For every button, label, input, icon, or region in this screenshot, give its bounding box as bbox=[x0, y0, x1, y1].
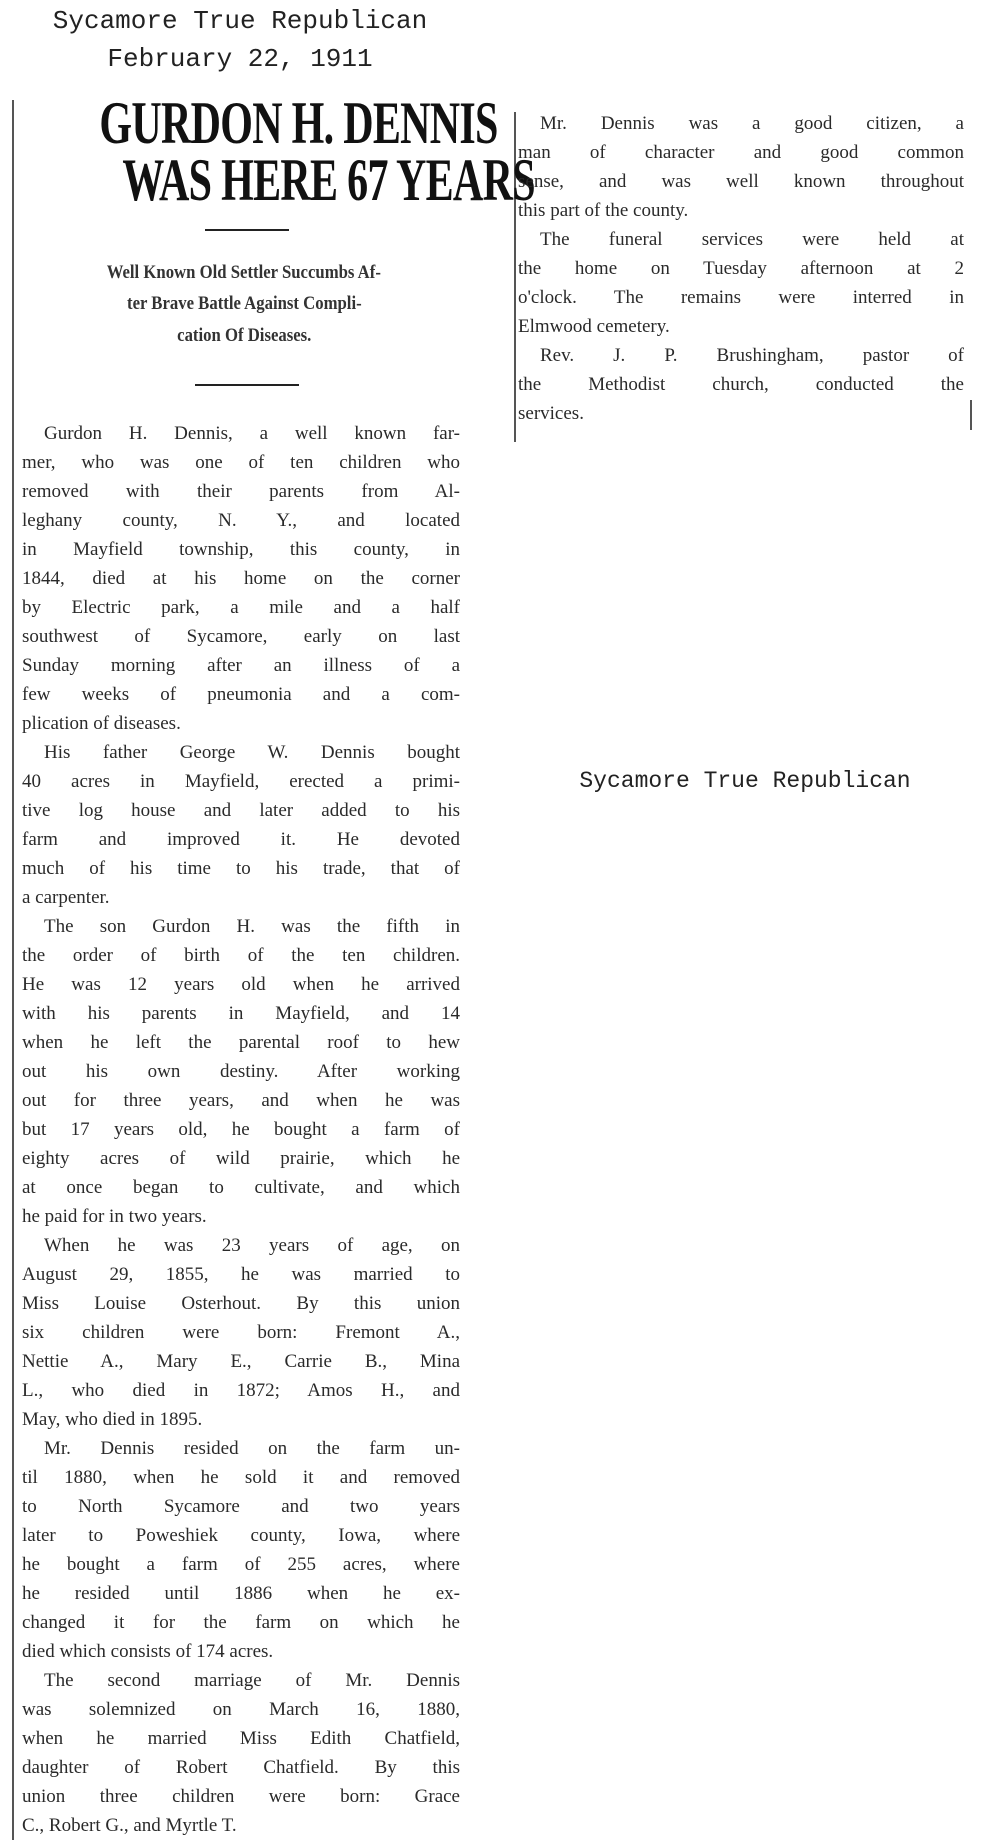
text-line: The son Gurdon H. was the fifth in bbox=[44, 916, 460, 937]
text-line: this part of the county. bbox=[518, 200, 689, 221]
text-line: sense, and was well known throughout bbox=[518, 171, 964, 192]
text-line: 40 acres in Mayfield, erected a primi- bbox=[22, 771, 460, 792]
text-line: Elmwood cemetery. bbox=[518, 316, 670, 337]
text-line: he resided until 1886 when he ex- bbox=[22, 1583, 460, 1604]
text-line: plication of diseases. bbox=[22, 713, 181, 734]
headline-text-1: GURDON H. DENNIS bbox=[99, 90, 498, 156]
text-line: died which consists of 174 acres. bbox=[22, 1641, 274, 1662]
text-line: a carpenter. bbox=[22, 887, 110, 908]
text-line: Rev. J. P. Brushingham, pastor of bbox=[540, 345, 964, 366]
text-line: Nettie A., Mary E., Carrie B., Mina bbox=[22, 1351, 460, 1372]
text-line: with his parents in Mayfield, and 14 bbox=[22, 1003, 460, 1024]
text-line: mer, who was one of ten children who bbox=[22, 452, 460, 473]
text-line: leghany county, N. Y., and located bbox=[22, 510, 460, 531]
subhead-line bbox=[14, 263, 474, 283]
text-line: o'clock. The remains were interred in bbox=[518, 287, 964, 308]
text-line: later to Poweshiek county, Iowa, where bbox=[22, 1525, 460, 1546]
text-line: daughter of Robert Chatfield. By this bbox=[22, 1757, 460, 1778]
subhead-text: Well Known Old Settler Succumbs Af- bbox=[106, 262, 382, 283]
text-line: August 29, 1855, he was married to bbox=[22, 1264, 460, 1285]
source-label: Sycamore True Republican bbox=[579, 768, 911, 794]
text-line: at once began to cultivate, and which bbox=[22, 1177, 460, 1198]
text-line: when he married Miss Edith Chatfield, bbox=[22, 1728, 460, 1749]
text-line: L., who died in 1872; Amos H., and bbox=[22, 1380, 460, 1401]
text-line: the Methodist church, conducted the bbox=[518, 374, 964, 395]
subhead-line bbox=[14, 294, 474, 314]
text-line: May, who died in 1895. bbox=[22, 1409, 203, 1430]
text-line: six children were born: Fremont A., bbox=[22, 1322, 460, 1343]
subhead-line bbox=[14, 326, 474, 346]
text-line: Mr. Dennis was a good citizen, a bbox=[540, 113, 964, 134]
text-line: was solemnized on March 16, 1880, bbox=[22, 1699, 460, 1720]
left-column-body bbox=[22, 419, 460, 1840]
text-line: the order of birth of the ten children. bbox=[22, 945, 460, 966]
text-line: The funeral services were held at bbox=[540, 229, 964, 250]
text-line: he bought a farm of 255 acres, where bbox=[22, 1554, 460, 1575]
text-line: changed it for the farm on which he bbox=[22, 1612, 460, 1633]
text-line: Gurdon H. Dennis, a well known far- bbox=[44, 423, 460, 444]
text-line: Miss Louise Osterhout. By this union bbox=[22, 1293, 460, 1314]
text-line: but 17 years old, he bought a farm of bbox=[22, 1119, 460, 1140]
text-line: to North Sycamore and two years bbox=[22, 1496, 460, 1517]
text-line: out for three years, and when he was bbox=[22, 1090, 460, 1111]
text-line: few weeks of pneumonia and a com- bbox=[22, 684, 460, 705]
text-line: 1844, died at his home on the corner bbox=[22, 568, 460, 589]
text-line: out his own destiny. After working bbox=[22, 1061, 460, 1082]
subhead-text: cation Of Diseases. bbox=[176, 325, 312, 346]
headline-text-2: WAS HERE 67 YEARS bbox=[122, 147, 535, 213]
column-rule-edge bbox=[970, 400, 972, 430]
text-line: much of his time to his trade, that of bbox=[22, 858, 460, 879]
text-line: union three children were born: Grace bbox=[22, 1786, 460, 1807]
column-rule-left bbox=[12, 100, 14, 1840]
divider bbox=[205, 229, 289, 231]
text-line: Sunday morning after an illness of a bbox=[22, 655, 460, 676]
publication-title: Sycamore True Republican bbox=[52, 6, 428, 36]
text-line: man of character and good common bbox=[518, 142, 964, 163]
text-line: His father George W. Dennis bought bbox=[44, 742, 460, 763]
divider bbox=[195, 384, 299, 386]
text-line: by Electric park, a mile and a half bbox=[22, 597, 460, 618]
text-line: eighty acres of wild prairie, which he bbox=[22, 1148, 460, 1169]
headline-line-1 bbox=[14, 90, 498, 156]
text-line: til 1880, when he sold it and removed bbox=[22, 1467, 460, 1488]
text-line: southwest of Sycamore, early on last bbox=[22, 626, 460, 647]
text-line: he paid for in two years. bbox=[22, 1206, 207, 1227]
subhead-text: ter Brave Battle Against Compli- bbox=[126, 293, 362, 314]
text-line: When he was 23 years of age, on bbox=[44, 1235, 460, 1256]
text-line: in Mayfield township, this county, in bbox=[22, 539, 460, 560]
headline-line-2 bbox=[14, 147, 535, 213]
right-column-body bbox=[518, 109, 964, 428]
text-line: the home on Tuesday afternoon at 2 bbox=[518, 258, 964, 279]
text-line: The second marriage of Mr. Dennis bbox=[44, 1670, 460, 1691]
text-line: C., Robert G., and Myrtle T. bbox=[22, 1815, 237, 1836]
text-line: He was 12 years old when he arrived bbox=[22, 974, 460, 995]
text-line: Mr. Dennis resided on the farm un- bbox=[44, 1438, 460, 1459]
text-line: farm and improved it. He devoted bbox=[22, 829, 460, 850]
text-line: removed with their parents from Al- bbox=[22, 481, 460, 502]
publication-date: February 22, 1911 bbox=[107, 44, 373, 74]
text-line: services. bbox=[518, 403, 584, 424]
text-line: tive log house and later added to his bbox=[22, 800, 460, 821]
text-line: when he left the parental roof to hew bbox=[22, 1032, 460, 1053]
